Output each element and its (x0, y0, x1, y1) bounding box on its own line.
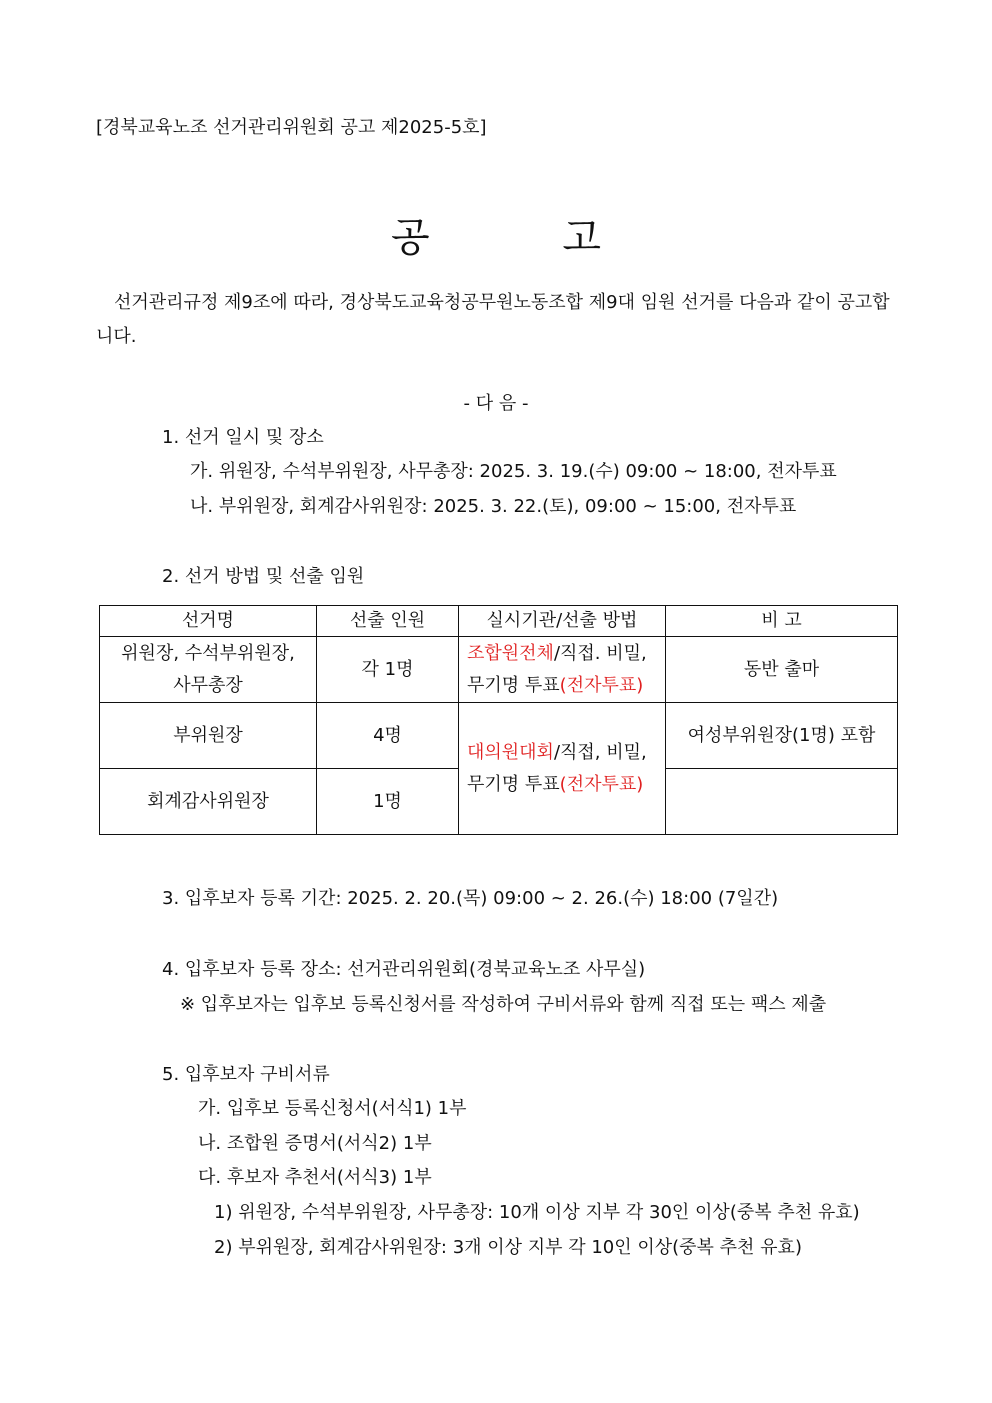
table-cell-count: 4명 (317, 703, 459, 769)
section-5-heading: 5. 입후보자 구비서류 (162, 1064, 330, 1085)
table-header-cell: 실시기관/선출 방법 (459, 606, 666, 637)
section-marker: - 다 음 - (463, 393, 529, 414)
section-5-item-a: 가. 입후보 등록신청서(서식1) 1부 (198, 1098, 467, 1119)
method-highlight: (전자투표) (559, 773, 644, 795)
section-4-heading: 4. 입후보자 등록 장소: 선거관리위원회(경북교육노조 사무실) (162, 959, 646, 980)
table-cell-position: 부위원장 (100, 703, 317, 769)
method-text: 무기명 투표 (467, 674, 560, 696)
section-4-note: ※ 입후보자는 입후보 등록신청서를 작성하여 구비서류와 함께 직접 또는 팩스 제출 (180, 994, 827, 1015)
method-text: /직접, 비밀, (553, 741, 647, 763)
section-1-item-b: 나. 부위원장, 회계감사위원장: 2025. 3. 22.(토), 09:00 ~ 15:00, 전자투표 (190, 496, 797, 517)
notice-number: [경북교육노조 선거관리위원회 공고 제2025-5호] (96, 117, 487, 138)
section-3-text: 3. 입후보자 등록 기간: 2025. 2. 20.(목) 09:00 ~ 2. 26.(수) 18:00 (7일간) (162, 888, 779, 909)
position-line: 위원장, 수석부위원장, (121, 642, 295, 664)
table-row (100, 703, 898, 769)
method-highlight: 대의원대회 (467, 741, 554, 763)
section-1-heading: 1. 선거 일시 및 장소 (162, 427, 324, 448)
table-cell-note: 여성부위원장(1명) 포함 (666, 703, 898, 769)
section-1-item-a: 가. 위원장, 수석부위원장, 사무총장: 2025. 3. 19.(수) 09:00 ~ 18:00, 전자투표 (190, 461, 837, 482)
section-2-heading: 2. 선거 방법 및 선출 임원 (162, 566, 365, 587)
table-cell-position (100, 637, 317, 703)
method-highlight: 조합원전체 (467, 642, 554, 664)
table-header-cell: 선거명 (100, 606, 317, 637)
section-5-item-b: 나. 조합원 증명서(서식2) 1부 (198, 1133, 432, 1154)
method-text: /직접. 비밀, (553, 642, 647, 664)
table-cell-count: 각 1명 (317, 637, 459, 703)
method-text: 무기명 투표 (467, 773, 560, 795)
section-5-item-c2: 2) 부위원장, 회계감사위원장: 3개 이상 지부 각 10인 이상(중복 추천 유효) (214, 1237, 802, 1258)
table-header-cell: 선출 인원 (317, 606, 459, 637)
table-cell-position: 회계감사위원장 (100, 769, 317, 835)
table-header-cell: 비 고 (666, 606, 898, 637)
table-cell-note: 동반 출마 (666, 637, 898, 703)
method-highlight: (전자투표) (559, 674, 644, 696)
intro-paragraph: 선거관리규정 제9조에 따라, 경상북도교육청공무원노동조합 제9대 임원 선거를 다음과 같이 공고합니다. (96, 292, 890, 347)
section-5-item-c: 다. 후보자 추천서(서식3) 1부 (198, 1167, 432, 1188)
election-table (99, 605, 898, 835)
page-title: 공 고 (391, 215, 661, 261)
table-cell-count: 1명 (317, 769, 459, 835)
table-cell-note (666, 769, 898, 835)
section-5-item-c1: 1) 위원장, 수석부위원장, 사무총장: 10개 이상 지부 각 30인 이상(중복 추천 유효) (214, 1202, 860, 1223)
table-cell-method (459, 703, 666, 835)
table-cell-method (459, 637, 666, 703)
table-header-row (100, 606, 898, 637)
table-row (100, 637, 898, 703)
position-line: 사무총장 (173, 674, 243, 696)
